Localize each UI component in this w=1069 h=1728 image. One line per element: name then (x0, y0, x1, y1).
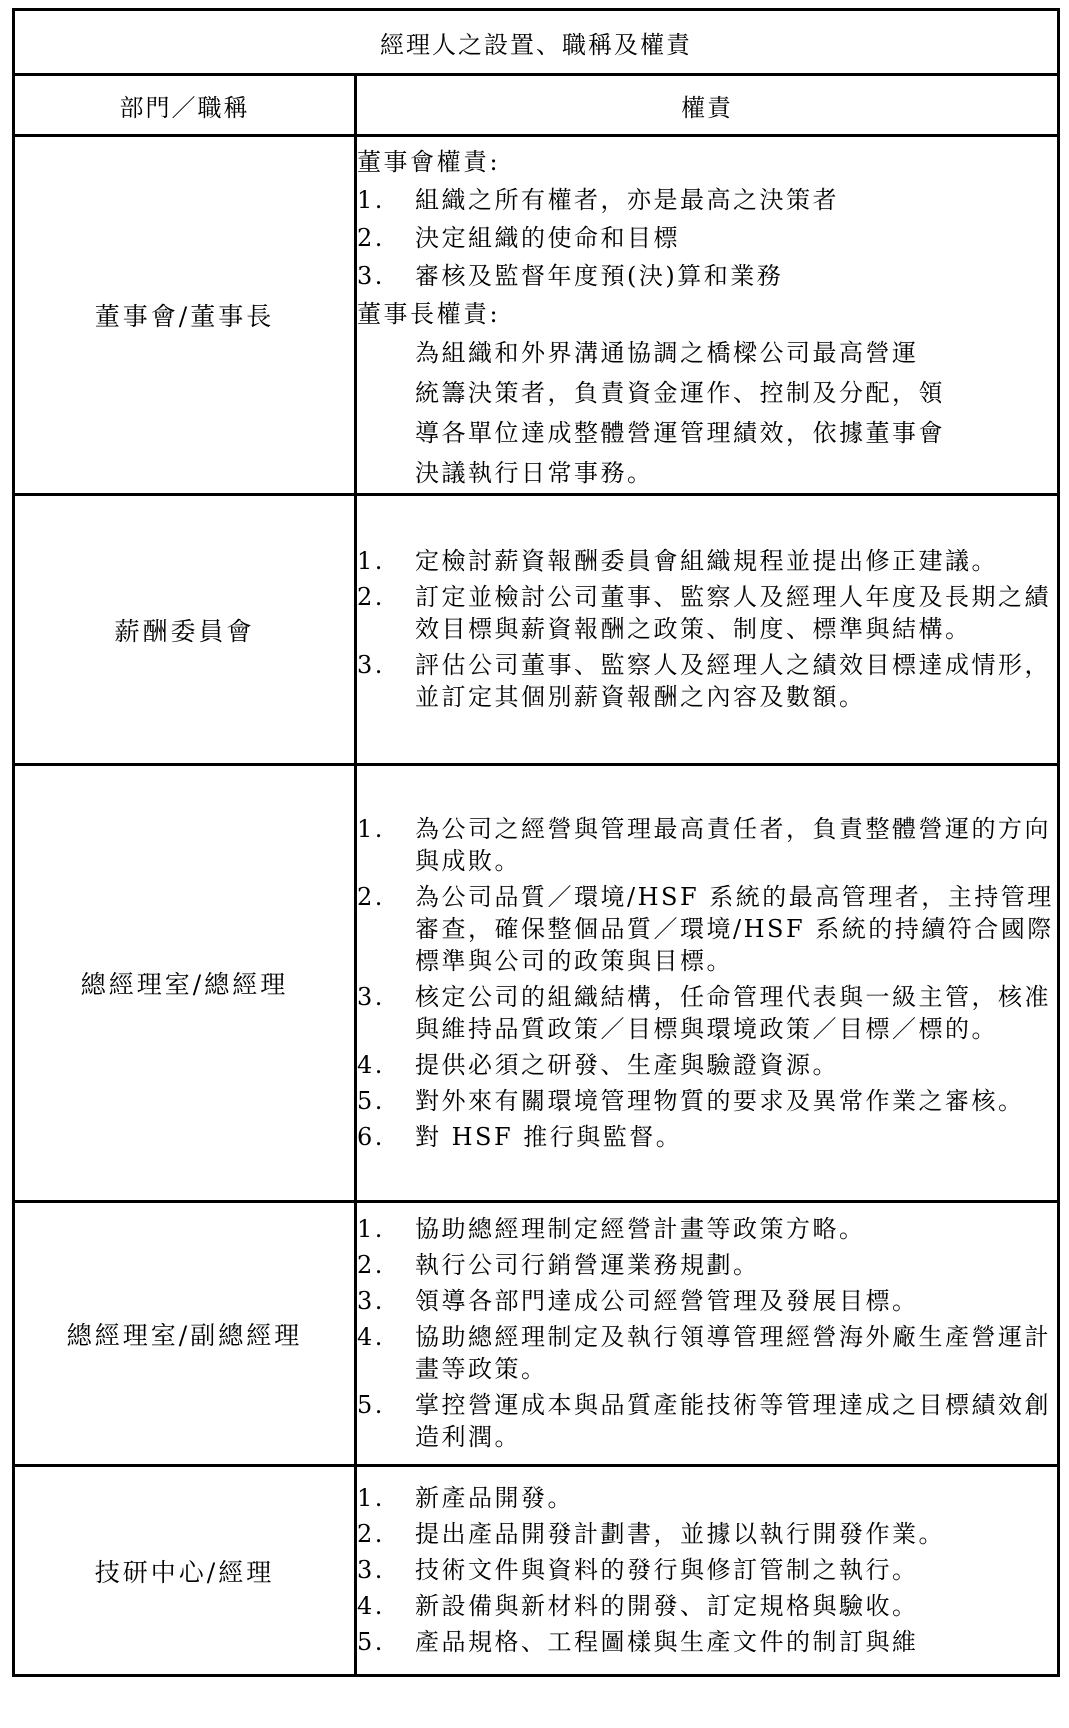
table-row (14, 136, 1059, 495)
item-number: 4. (357, 1592, 385, 1620)
list-item (357, 181, 1057, 219)
table-header-row (14, 75, 1059, 136)
item-text: 掌控營運成本與品質產能技術等管理達成之目標績效創造利潤。 (415, 1391, 1051, 1451)
item-text: 提出產品開發計劃書，並據以執行開發作業。 (415, 1520, 945, 1548)
dept-cell: 薪酬委員會 (14, 495, 356, 765)
item-number: 5. (357, 1086, 385, 1115)
dept-cell: 總經理室/副總經理 (14, 1202, 356, 1466)
list-item (357, 1554, 1057, 1586)
item-text: 協助總經理制定及執行領導管理經營海外廠生產營運計畫等政策。 (415, 1323, 1051, 1383)
chair-line: 統籌決策者，負責資金運作、控制及分配，領 (415, 379, 945, 407)
duty-cell (356, 1466, 1059, 1676)
item-number: 2. (357, 882, 385, 911)
item-number: 3. (357, 1287, 385, 1315)
item-number: 2. (357, 1520, 385, 1548)
item-text: 對 HSF 推行與監督。 (415, 1122, 683, 1151)
chair-line: 導各單位達成整體營運管理績效，依據董事會 (415, 419, 945, 447)
item-text: 產品規格、工程圖樣與生產文件的制訂與維 (415, 1628, 919, 1656)
dept-cell: 董事會/董事長 (14, 136, 356, 495)
table-row (14, 765, 1059, 1202)
item-text: 技術文件與資料的發行與修訂管制之執行。 (415, 1556, 919, 1584)
duty-cell (356, 1202, 1059, 1466)
list-item (357, 1389, 1057, 1453)
list-item (357, 813, 1057, 877)
item-text: 審核及監督年度預(決)算和業務 (415, 262, 784, 290)
item-number: 1. (357, 1484, 385, 1512)
table-title: 經理人之設置、職稱及權責 (14, 10, 1059, 75)
table-title-row (14, 10, 1059, 75)
list-item (357, 219, 1057, 257)
item-text: 訂定並檢討公司董事、監察人及經理人年度及長期之績效目標與薪資報酬之政策、制度、標準與結構。 (415, 583, 1051, 643)
list-item (357, 581, 1057, 645)
item-number: 2. (357, 583, 385, 611)
item-number: 4. (357, 1323, 385, 1351)
item-text: 定檢討薪資報酬委員會組織規程並提出修正建議。 (415, 547, 998, 575)
list-item (357, 257, 1057, 295)
item-text: 組織之所有權者，亦是最高之決策者 (415, 186, 839, 214)
item-number: 5. (357, 1628, 385, 1656)
dept-cell: 技研中心/經理 (14, 1466, 356, 1676)
duty-cell (356, 765, 1059, 1202)
list-item (357, 1482, 1057, 1514)
table-row (14, 1202, 1059, 1466)
item-number: 5. (357, 1391, 385, 1419)
responsibility-table (12, 8, 1060, 1677)
item-text: 提供必須之研發、生產與驗證資源。 (415, 1050, 839, 1079)
item-text: 為公司品質／環境/HSF 系統的最高管理者，主持管理審查，確保整個品質／環境/HSF 系統的持續符合國際標準與公司的政策與目標。 (415, 882, 1054, 975)
list-item (357, 545, 1057, 577)
item-number: 3. (357, 651, 385, 679)
header-duty: 權責 (356, 75, 1059, 136)
item-text: 核定公司的組織結構，任命管理代表與一級主管，核准與維持品質政策／目標與環境政策／目標／標的。 (415, 982, 1051, 1043)
item-number: 1. (357, 547, 385, 575)
item-text: 決定組織的使命和目標 (415, 224, 680, 252)
list-item (357, 1590, 1057, 1622)
list-item (357, 1518, 1057, 1550)
item-text: 新設備與新材料的開發、訂定規格與驗收。 (415, 1592, 919, 1620)
list-item (357, 1213, 1057, 1245)
item-text: 領導各部門達成公司經營管理及發展目標。 (415, 1287, 919, 1315)
list-item (357, 1249, 1057, 1281)
item-text: 執行公司行銷營運業務規劃。 (415, 1251, 760, 1279)
item-number: 1. (357, 814, 385, 843)
item-number: 3. (357, 1556, 385, 1584)
item-text: 對外來有關環境管理物質的要求及異常作業之審核。 (415, 1086, 1025, 1115)
list-item (357, 1285, 1057, 1317)
item-text: 評估公司董事、監察人及經理人之績效目標達成情形，並訂定其個別薪資報酬之內容及數額。 (415, 651, 1051, 711)
duty-cell (356, 136, 1059, 495)
chair-heading: 董事長權責: (357, 300, 501, 328)
item-text: 為公司之經營與管理最高責任者，負責整體營運的方向與成敗。 (415, 814, 1051, 875)
item-number: 2. (357, 1251, 385, 1279)
list-item (357, 1321, 1057, 1385)
list-item (357, 881, 1057, 977)
dept-cell: 總經理室/總經理 (14, 765, 356, 1202)
item-number: 3. (357, 982, 385, 1011)
board-heading: 董事會權責: (357, 148, 501, 176)
table-row (14, 495, 1059, 765)
table-row (14, 1466, 1059, 1676)
list-item (357, 1085, 1057, 1117)
item-text: 新產品開發。 (415, 1484, 574, 1512)
header-dept: 部門／職稱 (14, 75, 356, 136)
item-number: 2. (357, 224, 385, 252)
chair-line: 為組織和外界溝通協調之橋樑公司最高營運 (415, 339, 919, 367)
list-item (357, 1121, 1057, 1153)
list-item (357, 981, 1057, 1045)
item-text: 協助總經理制定經營計畫等政策方略。 (415, 1215, 866, 1243)
item-number: 1. (357, 186, 385, 214)
list-item (357, 1626, 1057, 1658)
item-number: 1. (357, 1215, 385, 1243)
item-number: 3. (357, 262, 385, 290)
list-item (357, 649, 1057, 713)
item-number: 4. (357, 1050, 385, 1079)
item-number: 6. (357, 1122, 385, 1151)
duty-cell (356, 495, 1059, 765)
chair-line: 決議執行日常事務。 (415, 459, 654, 487)
list-item (357, 1049, 1057, 1081)
